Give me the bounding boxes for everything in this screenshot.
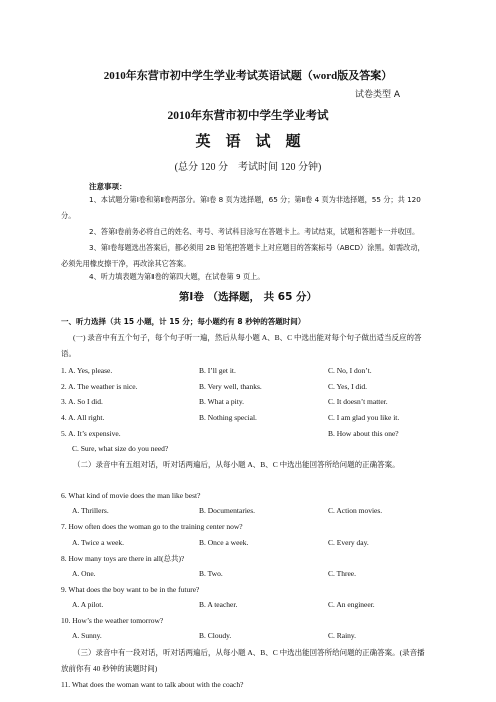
notice-heading: 注意事项：	[89, 182, 127, 191]
exam-name: 2010年东营市初中学生学业考试	[167, 110, 329, 122]
q8-option-b: B. Two.	[199, 569, 223, 578]
q11-text: 11. What does the woman want to talk about with the coach?	[61, 680, 244, 689]
part-one-title: 第Ⅰ卷 （选择题， 共 65 分）	[178, 291, 318, 303]
q7-option-c: C. Every day.	[328, 538, 369, 547]
q8-text: 8. How many toys are there in all(总共)?	[61, 554, 185, 563]
q5-option-a: 5. A. It’s expensive.	[61, 429, 121, 438]
q6-option-a: A. Thrillers.	[72, 506, 109, 515]
q9-option-c: C. An engineer.	[328, 600, 375, 609]
q9-option-b: B. A teacher.	[199, 600, 238, 609]
q6-text: 6. What kind of movie does the man like best?	[61, 491, 201, 500]
section-one-title: 一、听力选择（共 15 小题，计 15 分；每小题约有 8 秒钟的答题时间）	[61, 317, 306, 326]
paper-type: 试卷类型 A	[355, 90, 401, 100]
q9-option-a: A. A pilot.	[72, 600, 104, 609]
q6-option-c: C. Action movies.	[328, 506, 383, 515]
q2-option-a: 2. A. The weather is nice.	[61, 382, 138, 391]
q4-option-c: C. I am glad you like it.	[328, 413, 400, 422]
subsection-three-instruction: （三）录音中有一段对话，听对话两遍后，从每小题 A、B、C 中选出能回答所给问题的正确答案。(录音播放前你有 40 秒钟的读题时间)	[61, 648, 425, 673]
notice-item-3: 3、第Ⅰ卷每题选出答案后，都必须用 2B 铅笔把答题卡上对应题目的答案标号（ABCD）涂黑。如需改动，必须先用橡皮擦干净，再改涂其它答案。	[61, 243, 425, 268]
q2-option-c: C. Yes, I did.	[328, 382, 367, 391]
q10-text: 10. How’s the weather tomorrow?	[61, 616, 164, 625]
q1-option-b: B. I’ll get it.	[199, 366, 236, 375]
q9-text: 9. What does the boy want to be in the future?	[61, 585, 200, 594]
q1-option-c: C. No, I don’t.	[328, 366, 372, 375]
q8-option-c: C. Three.	[328, 569, 356, 578]
notice-item-2: 2、答第Ⅰ卷前务必将自己的姓名、考号、考试科目涂写在答题卡上。考试结束，试题和答题卡一并收回。	[89, 227, 420, 236]
q5-option-c: C. Sure, what size do you need?	[72, 444, 169, 453]
q8-option-a: A. One.	[72, 569, 96, 578]
q7-text: 7. How often does the woman go to the training center now?	[61, 522, 243, 531]
q2-option-b: B. Very well, thanks.	[199, 382, 262, 391]
q7-option-b: B. Once a week.	[199, 538, 249, 547]
q4-option-b: B. Nothing special.	[199, 413, 257, 422]
notice-item-4: 4、听力填表题为第Ⅱ卷的第四大题，在试卷第 9 页上。	[89, 272, 265, 281]
q10-option-a: A. Sunny.	[72, 631, 102, 640]
q3-option-c: C. It doesn’t matter.	[328, 397, 388, 406]
score-time: (总分 120 分 考试时间 120 分钟)	[174, 162, 322, 173]
q6-option-b: B. Documentaries.	[199, 506, 256, 515]
q3-option-b: B. What a pity.	[199, 397, 244, 406]
notice-item-1: 1、本试题分第Ⅰ卷和第Ⅱ卷两部分。第Ⅰ卷 8 页为选择题，65 分；第Ⅱ卷 4 页为非选择题，55 分；共 120 分。	[61, 195, 421, 220]
q7-option-a: A. Twice a week.	[72, 538, 125, 547]
q1-option-a: 1. A. Yes, please.	[61, 366, 113, 375]
subsection-one-instruction: (一) 录音中有五个句子，每个句子听一遍，然后从每小题 A、B、C 中选出能对每个句子做出适当反应的答语。	[61, 333, 422, 358]
q5-option-b: B. How about this one?	[328, 429, 399, 438]
q10-option-b: B. Cloudy.	[199, 631, 232, 640]
document-title: 2010年东营市初中学生学业考试英语试题（word版及答案）	[103, 70, 393, 82]
subsection-two-instruction: （二）录音中有五组对话，听对话两遍后，从每小题 A、B、C 中选出能回答所给问题的正确答案。	[73, 460, 400, 469]
q4-option-a: 4. A. All right.	[61, 413, 105, 422]
q3-option-a: 3. A. So I did.	[61, 397, 103, 406]
subject-title: 英 语 试 题	[195, 134, 301, 150]
q10-option-c: C. Rainy.	[328, 631, 357, 640]
